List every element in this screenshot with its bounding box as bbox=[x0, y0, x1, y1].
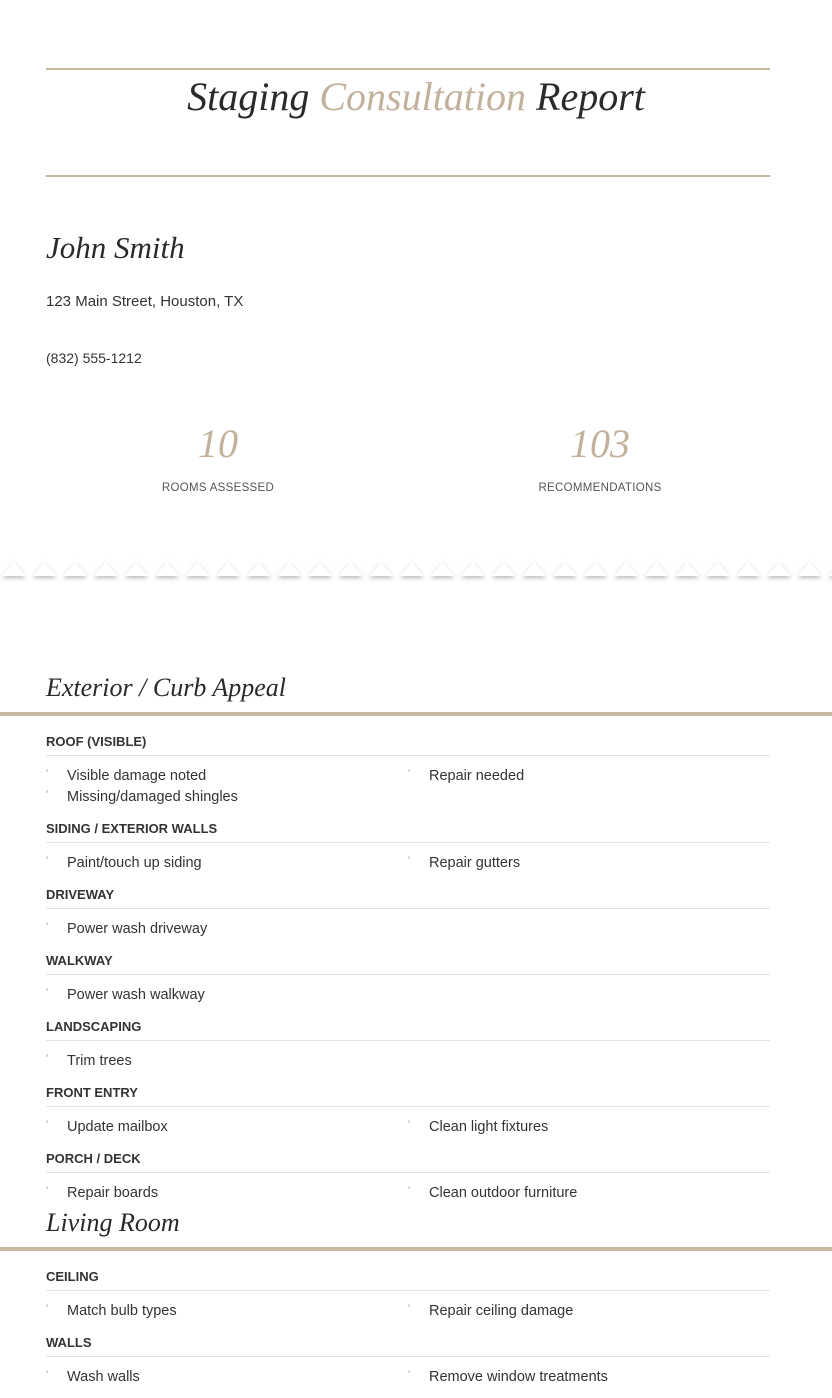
bullet-mark: ' bbox=[46, 789, 49, 801]
stat-recommendations-label: RECOMMENDATIONS bbox=[538, 482, 662, 494]
list-item bbox=[46, 920, 208, 938]
list-item-label: Missing/damaged shingles bbox=[67, 789, 238, 805]
list-item-label: Wash walls bbox=[67, 1369, 140, 1385]
list-item bbox=[408, 854, 521, 872]
zigzag-divider bbox=[0, 556, 832, 590]
zigzag-tooth bbox=[706, 562, 730, 576]
zigzag-tooth bbox=[553, 562, 577, 576]
list-item-label: Match bulb types bbox=[67, 1303, 177, 1319]
section-rule bbox=[0, 1247, 832, 1251]
stat-rooms-label: ROOMS ASSESSED bbox=[161, 482, 275, 494]
report-title-part2: Report bbox=[536, 74, 645, 119]
client-name: John Smith bbox=[46, 230, 185, 265]
list-item-label: Clean light fixtures bbox=[429, 1119, 549, 1135]
client-address: 123 Main Street, Houston, TX bbox=[46, 293, 244, 310]
zigzag-tooth bbox=[430, 562, 454, 576]
zigzag-tooth bbox=[798, 562, 822, 576]
zigzag-tooth bbox=[155, 562, 179, 576]
list-item bbox=[46, 767, 207, 785]
stat-recommendations-value: 103 bbox=[570, 421, 630, 466]
list-item bbox=[408, 1118, 549, 1136]
category-heading: PORCH / DECK bbox=[46, 1151, 770, 1173]
bullet-mark: ' bbox=[46, 855, 49, 867]
zigzag-tooth bbox=[63, 562, 87, 576]
list-item-label: Repair boards bbox=[67, 1185, 159, 1201]
zigzag-tooth bbox=[186, 562, 210, 576]
list-item bbox=[46, 1302, 177, 1320]
list-item-label: Power wash driveway bbox=[67, 921, 208, 937]
category-heading: WALKWAY bbox=[46, 953, 770, 975]
zigzag-tooth bbox=[216, 562, 240, 576]
section-title: Exterior / Curb Appeal bbox=[46, 673, 287, 702]
list-item bbox=[46, 986, 205, 1004]
list-item bbox=[408, 1368, 608, 1386]
bullet-mark: ' bbox=[408, 1185, 411, 1197]
zigzag-tooth bbox=[33, 562, 57, 576]
bullet-mark: ' bbox=[408, 855, 411, 867]
list-item-label: Power wash walkway bbox=[67, 987, 205, 1003]
bullet-mark: ' bbox=[46, 1185, 49, 1197]
category-heading: FRONT ENTRY bbox=[46, 1085, 770, 1107]
list-item-label: Repair needed bbox=[429, 768, 525, 784]
list-item bbox=[408, 767, 525, 785]
zigzag-tooth bbox=[308, 562, 332, 576]
header-bottom-rule bbox=[46, 175, 770, 177]
zigzag-tooth bbox=[828, 562, 832, 576]
bullet-mark: ' bbox=[408, 1369, 411, 1381]
zigzag-tooth bbox=[675, 562, 699, 576]
zigzag-tooth bbox=[94, 562, 118, 576]
list-item-label: Remove window treatments bbox=[429, 1369, 608, 1385]
list-item-label: Clean outdoor furniture bbox=[429, 1185, 578, 1201]
bullet-mark: ' bbox=[46, 987, 49, 999]
zigzag-tooth bbox=[400, 562, 424, 576]
bullet-mark: ' bbox=[46, 768, 49, 780]
category-heading: LANDSCAPING bbox=[46, 1019, 770, 1041]
bullet-mark: ' bbox=[46, 1119, 49, 1131]
zigzag-tooth bbox=[492, 562, 516, 576]
bullet-mark: ' bbox=[46, 921, 49, 933]
list-item bbox=[46, 1368, 140, 1386]
report-title bbox=[0, 74, 832, 120]
list-item bbox=[46, 1184, 159, 1202]
zigzag-tooth bbox=[277, 562, 301, 576]
zigzag-tooth bbox=[461, 562, 485, 576]
stat-recommendations bbox=[450, 422, 750, 494]
list-item-label: Paint/touch up siding bbox=[67, 855, 202, 871]
stat-rooms-value: 10 bbox=[198, 421, 238, 466]
zigzag-tooth bbox=[2, 562, 26, 576]
header-top-rule bbox=[46, 68, 770, 70]
bullet-mark: ' bbox=[46, 1303, 49, 1315]
category-heading: DRIVEWAY bbox=[46, 887, 770, 909]
list-item bbox=[46, 1052, 132, 1070]
stat-rooms-assessed bbox=[68, 422, 368, 494]
list-item bbox=[46, 788, 238, 806]
zigzag-tooth bbox=[645, 562, 669, 576]
zigzag-tooth bbox=[736, 562, 760, 576]
report-title-part1: Staging bbox=[187, 74, 310, 119]
list-item-label: Repair gutters bbox=[429, 855, 521, 871]
list-item bbox=[408, 1184, 578, 1202]
list-item-label: Update mailbox bbox=[67, 1119, 168, 1135]
zigzag-tooth bbox=[369, 562, 393, 576]
client-phone: (832) 555-1212 bbox=[46, 350, 142, 366]
list-item bbox=[408, 1302, 574, 1320]
category-heading: ROOF (VISIBLE) bbox=[46, 734, 770, 756]
zigzag-tooth bbox=[767, 562, 791, 576]
list-item-label: Repair ceiling damage bbox=[429, 1303, 574, 1319]
zigzag-tooth bbox=[247, 562, 271, 576]
category-heading: WALLS bbox=[46, 1335, 770, 1357]
category-heading: SIDING / EXTERIOR WALLS bbox=[46, 821, 770, 843]
list-item bbox=[46, 854, 202, 872]
zigzag-tooth bbox=[583, 562, 607, 576]
bullet-mark: ' bbox=[46, 1369, 49, 1381]
section-rule bbox=[0, 712, 832, 716]
zigzag-tooth bbox=[522, 562, 546, 576]
zigzag-tooth bbox=[124, 562, 148, 576]
report-title-accent: Consultation bbox=[319, 74, 527, 119]
bullet-mark: ' bbox=[408, 1119, 411, 1131]
zigzag-tooth bbox=[339, 562, 363, 576]
zigzag-tooth bbox=[614, 562, 638, 576]
bullet-mark: ' bbox=[408, 768, 411, 780]
list-item-label: Trim trees bbox=[67, 1053, 132, 1069]
category-heading: CEILING bbox=[46, 1269, 770, 1291]
bullet-mark: ' bbox=[408, 1303, 411, 1315]
list-item bbox=[46, 1118, 168, 1136]
section-title: Living Room bbox=[46, 1208, 180, 1237]
bullet-mark: ' bbox=[46, 1053, 49, 1065]
list-item-label: Visible damage noted bbox=[67, 768, 207, 784]
